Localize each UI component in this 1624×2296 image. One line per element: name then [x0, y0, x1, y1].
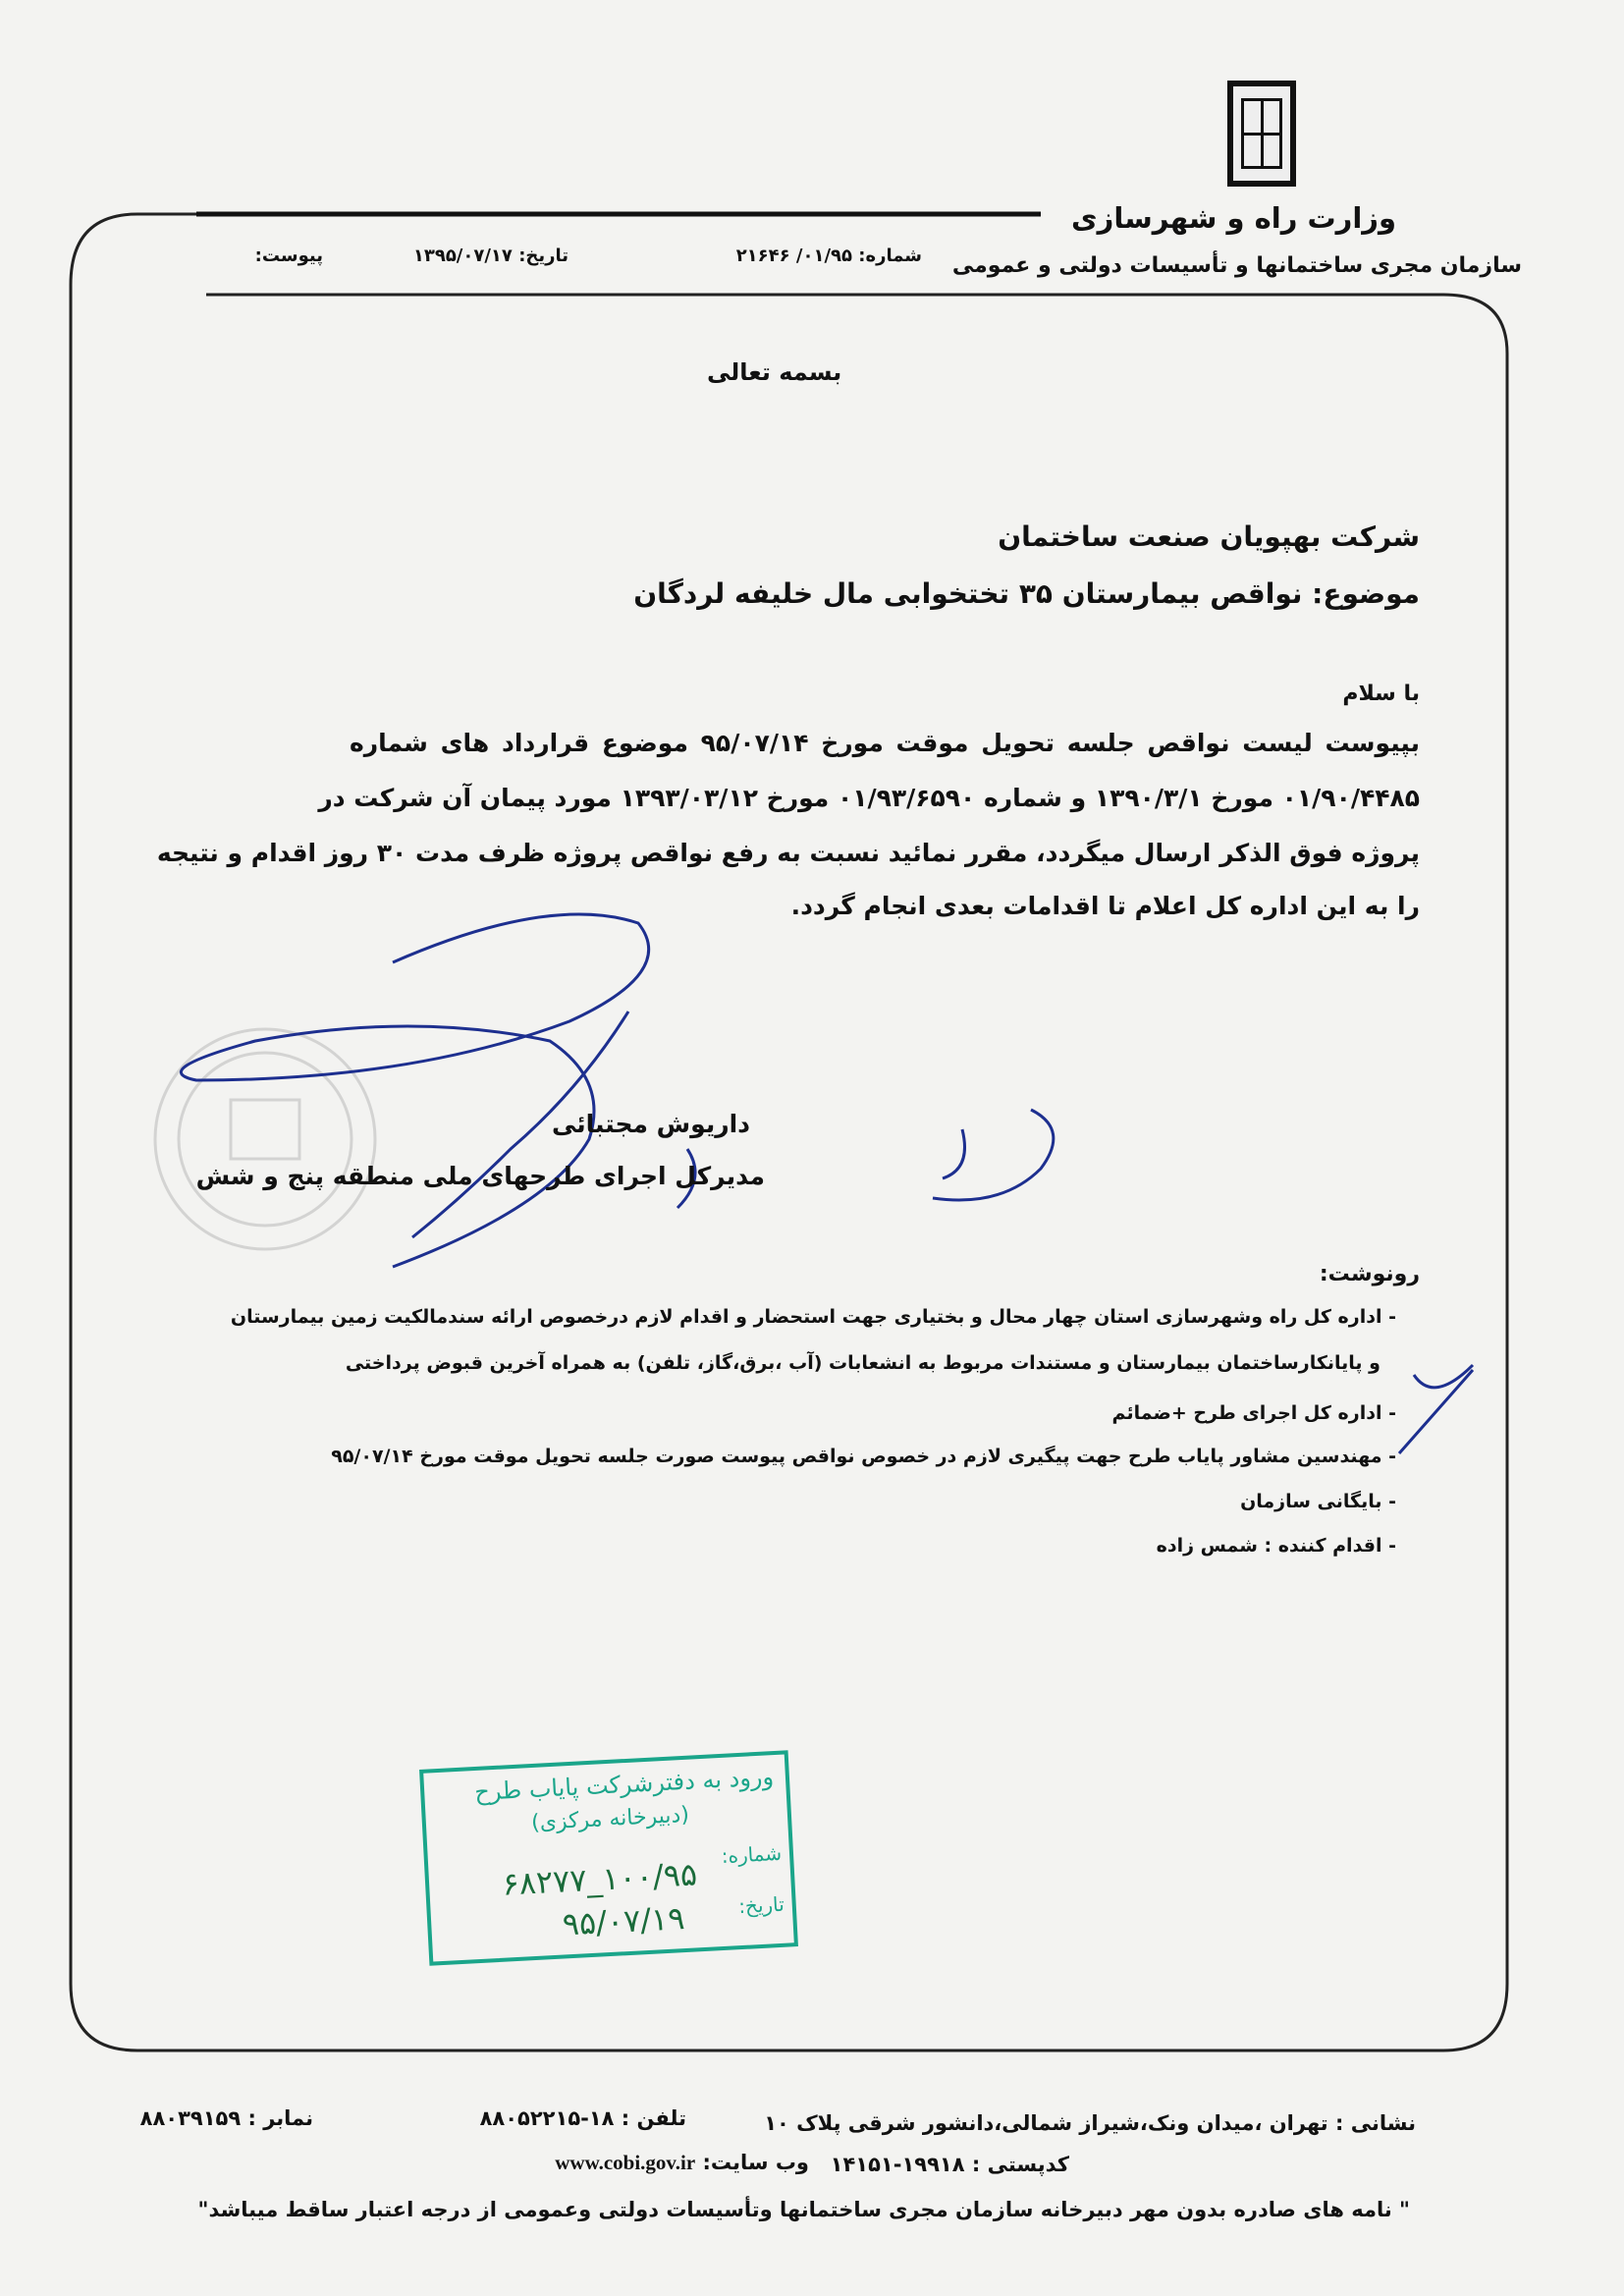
footer-website: [555, 2151, 809, 2175]
stamp-date-label: تاریخ:: [737, 1891, 785, 1919]
footer-phone: تلفن : ۱۸-۸۸۰۵۲۲۱۵: [479, 2106, 686, 2130]
cc-item: - اداره کل راه وشهرسازی استان چهار محال و بختیاری جهت استحضار و اقدام لازم درخصوص ارائه سندمالکیت زمین بیمارستان: [230, 1306, 1396, 1328]
footer-address: نشانی : تهران ،میدان ونک،شیراز شمالی،دانشور شرقی پلاک ۱۰: [764, 2111, 1416, 2135]
signatory-name: داریوش مجتبائی: [551, 1110, 750, 1138]
number-value: ۰۱/۹۵/ ۲۱۶۴۶: [735, 246, 852, 266]
date-value: ۱۳۹۵/۰۷/۱۷: [412, 246, 513, 266]
attachment-label: پیوست:: [254, 246, 323, 266]
ministry-name: وزارت راه و شهرسازی: [1071, 201, 1396, 235]
organization-name: سازمان مجری ساختمانها و تأسیسات دولتی و عمومی: [951, 253, 1522, 278]
number-label: شماره:: [858, 246, 922, 266]
ministry-logo: [1227, 81, 1296, 187]
invocation: بسمه تعالی: [707, 358, 842, 386]
date-label: تاریخ:: [518, 246, 568, 266]
stamp-date-value: ۹۵/۰۷/۱۹: [561, 1899, 686, 1943]
body-line: پروژه فوق الذکر ارسال میگردد، مقرر نمائید نسبت به رفع نواقص پروژه ظرف مدت ۳۰ روز اقدام و نتیجه: [156, 839, 1420, 867]
stamp-number-label: شماره:: [721, 1840, 783, 1868]
footer-notice: " نامه های صادره بدون مهر دبیرخانه سازمان مجری ساختمانها وتأسیسات دولتی وعمومی از درجه اعتبار ساقط میباشد": [197, 2198, 1410, 2221]
website-label: وب سایت:: [702, 2151, 809, 2174]
receipt-stamp: [419, 1750, 798, 1965]
cc-item: - اداره کل اجرای طرح +ضمائم: [1111, 1402, 1396, 1424]
letter-number: [736, 246, 922, 266]
subject: موضوع: نواقص بیمارستان ۳۵ تختخوابی مال خلیفه لردگان: [633, 577, 1420, 610]
body-line: را به این اداره کل اعلام تا اقدامات بعدی انجام گردد.: [790, 892, 1420, 920]
stamp-line1: ورود به دفترشرکت پایاب طرح: [473, 1763, 775, 1807]
greeting: با سلام: [1342, 682, 1420, 706]
footer-postal-code: کدپستی : ۱۹۹۱۸-۱۴۱۵۱: [830, 2153, 1069, 2176]
cc-label: رونوشت:: [1319, 1262, 1420, 1286]
footer-fax: نمابر : ۸۸۰۳۹۱۵۹: [139, 2106, 313, 2130]
cc-item: - بایگانی سازمان: [1240, 1491, 1396, 1512]
stamp-number-value: ۱۰۰/۹۵_۶۸۲۷۷: [501, 1855, 698, 1903]
signatory-title: مدیرکل اجرای طرحهای ملی منطقه پنج و شش: [195, 1162, 765, 1190]
cc-item: و پایانکارساختمان بیمارستان و مستندات مربوط به انشعابات (آب ،برق،گاز، تلفن) به همراه آخرین قبوض پرداختی: [345, 1352, 1380, 1374]
body-line: بپیوست لیست نواقص جلسه تحویل موقت مورخ ۹۵/۰۷/۱۴ موضوع قرارداد های شماره: [350, 729, 1420, 757]
letter-date: [413, 246, 568, 266]
embossed-seal: [155, 1029, 375, 1249]
cc-item: - مهندسین مشاور پایاب طرح جهت پیگیری لازم در خصوص نواقص پیوست صورت جلسه تحویل موقت مورخ ۹۵/۰۷/۱۴: [331, 1446, 1396, 1467]
stamp-line2: (دبیرخانه مرکزی): [530, 1802, 690, 1836]
cc-item: - اقدام کننده : شمس زاده: [1156, 1535, 1396, 1557]
recipient: شرکت بهپویان صنعت ساختمان: [998, 520, 1420, 553]
body-line: ۰۱/۹۰/۴۴۸۵ مورخ ۱۳۹۰/۳/۱ و شماره ۰۱/۹۳/۶۵۹۰ مورخ ۱۳۹۳/۰۳/۱۲ مورد پیمان آن شرکت در: [318, 784, 1420, 812]
website-link[interactable]: www.cobi.gov.ir: [555, 2151, 696, 2174]
